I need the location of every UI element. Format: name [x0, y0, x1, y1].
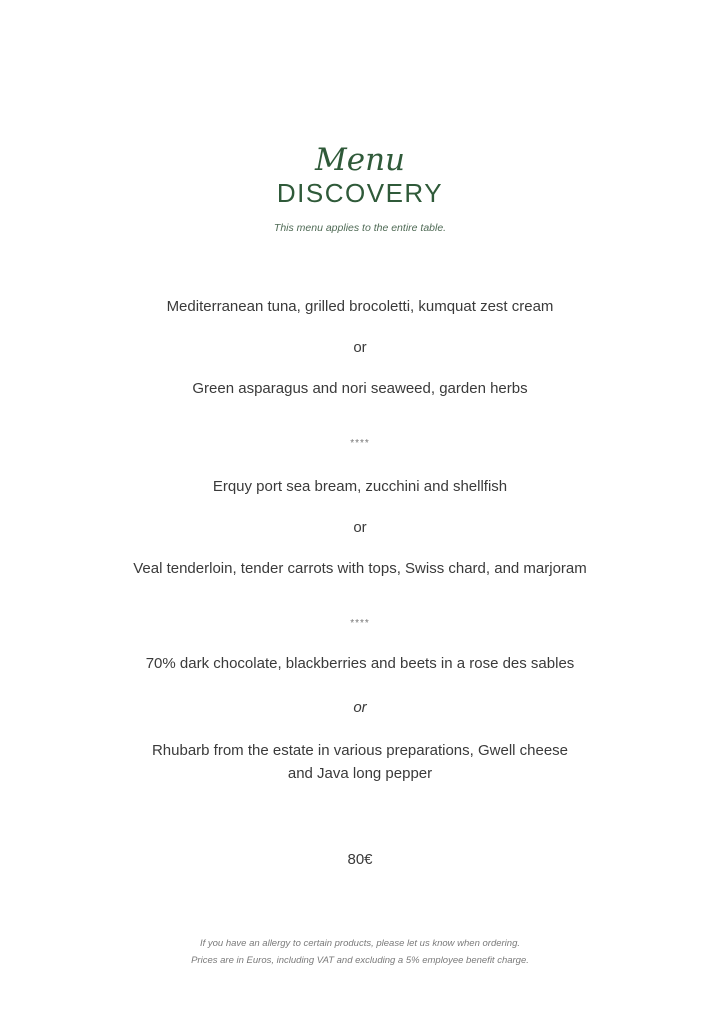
course1-option1: Mediterranean tuna, grilled brocoletti, kumquat zest cream — [166, 298, 554, 315]
course3-option2-line1: Rhubarb from the estate in various preparations, Gwell cheese — [151, 742, 569, 759]
menu-price: 80€ — [347, 851, 373, 868]
course2-option1: Erquy port sea bream, zucchini and shellfish — [212, 478, 508, 495]
course3-option1: 70% dark chocolate, blackberries and beets in a rose des sables — [145, 655, 575, 672]
course1-or: or — [353, 339, 367, 356]
course3-or: or — [353, 699, 367, 716]
course-separator-2: **** — [350, 618, 370, 629]
course2-or: or — [353, 519, 367, 536]
footer-allergy-note: If you have an allergy to certain products, please let us know when ordering. — [199, 938, 521, 949]
course3-option2-line2: and Java long pepper — [287, 765, 433, 782]
menu-note: This menu applies to the entire table. — [273, 222, 447, 234]
course1-option2: Green asparagus and nori seaweed, garden herbs — [192, 380, 528, 397]
footer-price-note: Prices are in Euros, including VAT and excluding a 5% employee benefit charge. — [191, 955, 529, 966]
menu-script-title: Menu — [314, 142, 406, 178]
course2-option2: Veal tenderloin, tender carrots with tops, Swiss chard, and marjoram — [133, 560, 587, 577]
menu-name-title: DISCOVERY — [276, 178, 444, 208]
course-separator-1: **** — [350, 438, 370, 449]
